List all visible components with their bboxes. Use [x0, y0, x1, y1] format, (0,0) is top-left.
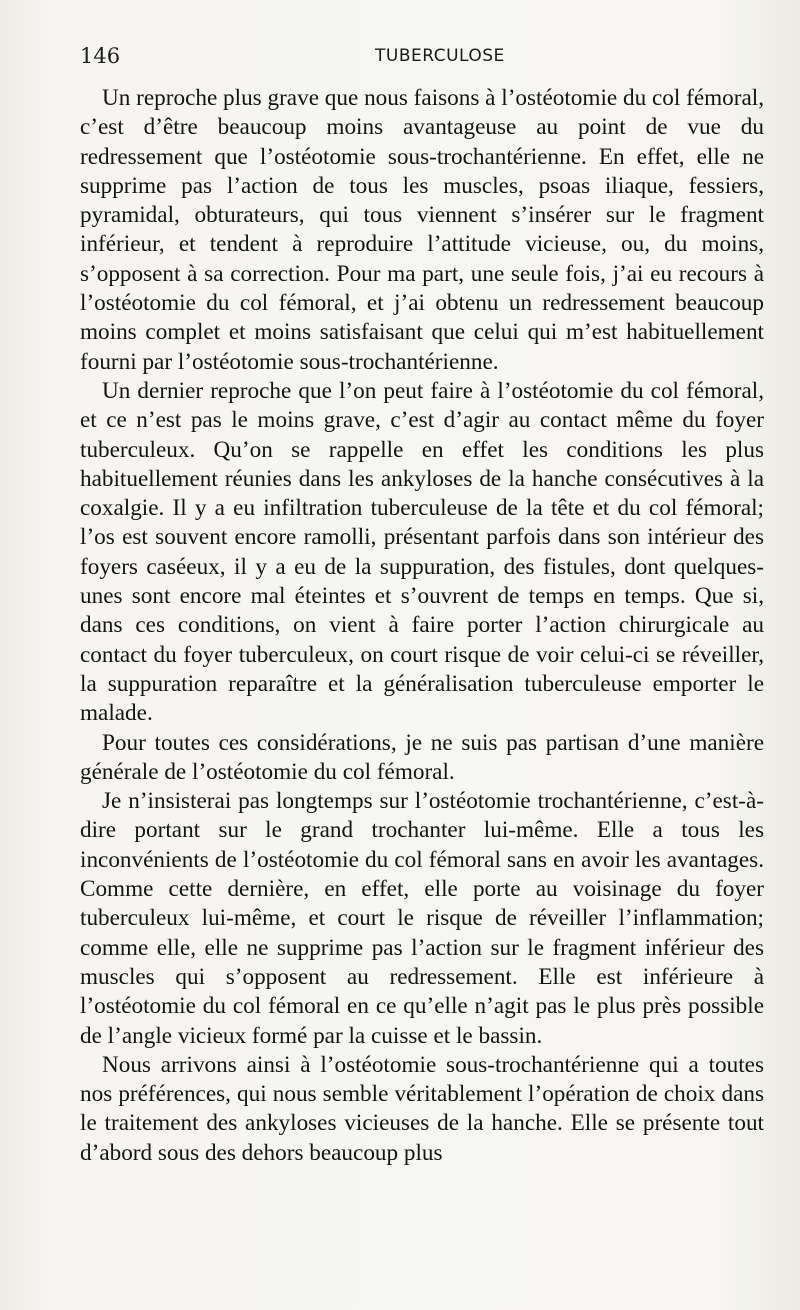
page-number: 146 [80, 44, 121, 68]
paragraph-5: Nous arrivons ainsi à l’ostéotomie sous-trochantérienne qui a toutes nos préférences, qui nous semble véritablement l’opération de choix dans le traitement des ankyloses vicieuses de la hanche. Elle se présente tout d’abord sous des dehors beaucoup plus [80, 1051, 764, 1166]
paragraph-1: Un reproche plus grave que nous faisons à l’ostéotomie du col fémoral, c’est d’être beaucoup moins avantageuse au point de vue du redressement que l’ostéotomie sous-trochantérienne. En effet, elle ne supprime pas l’action de tous les muscles, psoas iliaque, fessiers, pyramidal, obturateurs, qui tous viennent s’insérer sur le fragment inférieur, et tendent à reproduire l’attitude vicieuse, ou, du moins, s’opposent à sa correction. Pour ma part, une seule fois, j’ai eu recours à l’ostéotomie du col fémoral, et j’ai obtenu un redressement beaucoup moins complet et moins satisfaisant que celui qui m’est habituellement fourni par l’ostéotomie sous-trochantérienne. [80, 85, 764, 375]
paragraph-2: Un dernier reproche que l’on peut faire à l’ostéotomie du col fémoral, et ce n’est pas le moins grave, c’est d’agir au contact même du foyer tuberculeux. Qu’on se rappelle en effet les conditions les plus habituellement réunies dans les ankyloses de la hanche consécutives à la coxalgie. Il y a eu infiltration tuberculeuse de la tête et du col fémoral; l’os est souvent encore ramolli, présentant parfois dans son intérieur des foyers caséeux, il y a eu de la suppuration, des fistules, dont quelques-unes sont encore mal éteintes et s’ouvrent de temps en temps. Que si, dans ces conditions, on vient à faire porter l’action chirurgicale au contact du foyer tuberculeux, on court risque de voir celui-ci se réveiller, la suppuration reparaître et la généralisation tuberculeuse emporter le malade. [80, 377, 764, 727]
running-title: TUBERCULOSE [375, 46, 505, 66]
paragraph-3: Pour toutes ces considérations, je ne suis pas partisan d’une manière générale de l’ostéotomie du col fémoral. [80, 729, 764, 785]
paragraph-4: Je n’insisterai pas longtemps sur l’ostéotomie trochantérienne, c’est-à-dire portant sur le grand trochanter lui-même. Elle a tous les inconvénients de l’ostéotomie du col fémoral sans en avoir les avantages. Comme cette dernière, en effet, elle porte au voisinage du foyer tuberculeux lui-même, et court le risque de réveiller l’inflammation; comme elle, elle ne supprime pas l’action sur le fragment inférieur des muscles qui s’opposent au redressement. Elle est inférieure à l’ostéotomie du col fémoral en ce qu’elle n’agit pas le plus près possible de l’angle vicieux formé par la cuisse et le bassin. [80, 788, 764, 1049]
page-header [80, 44, 780, 74]
body-text [80, 84, 764, 1168]
